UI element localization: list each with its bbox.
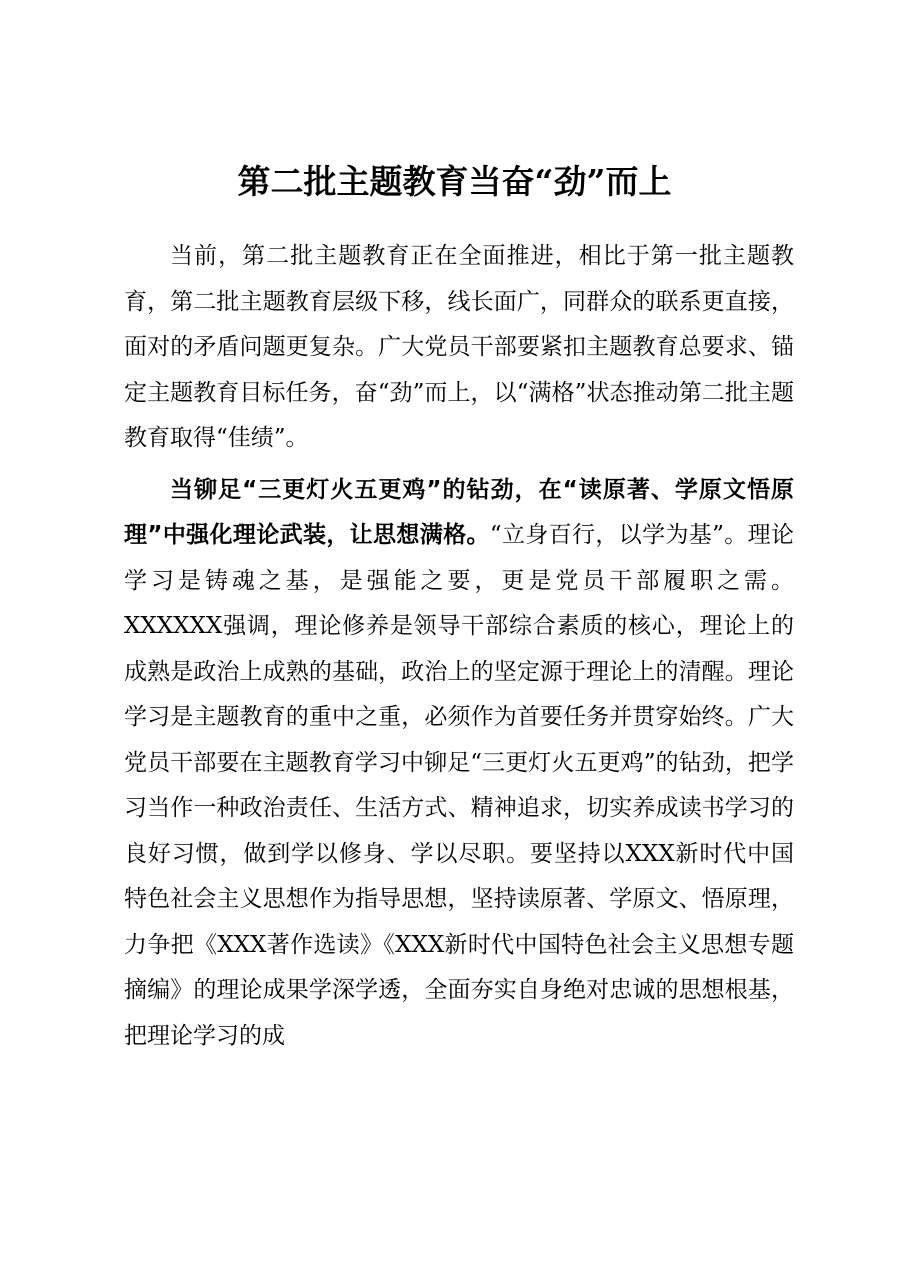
paragraph-intro: [124, 234, 794, 462]
paragraph-theory-study: [124, 468, 794, 1060]
paragraph-text: 当前，第二批主题教育正在全面推进，相比于第一批主题教育，第二批主题教育层级下移，线长面广，同群众的联系更直接，面对的矛盾问题更复杂。广大党员干部要紧扣主题教育总要求、锚定主题教育目标任务，奋“劲”而上，以“满格”状态推动第二批主题教育取得“佳绩”。: [124, 243, 794, 451]
paragraph-text: “立身百行，以学为基”。理论学习是铸魂之基，是强能之要，更是党员干部履职之需。XXXXXX强调，理论修养是领导干部综合素质的核心，理论上的成熟是政治上成熟的基础，政治上的坚定源于理论上的清醒。理论学习是主题教育的重中之重，必须作为首要任务并贯穿始终。广大党员干部要在主题教育学习中铆足“三更灯火五更鸡”的钻劲，把学习当作一种政治责任、生活方式、精神追求，切实养成读书学习的良好习惯，做到学以修身、学以尽职。要坚持以XXX新时代中国特色社会主义思想作为指导思想，坚持读原著、学原文、悟原理，力争把《XXX著作选读》《XXX新时代中国特色社会主义思想专题摘编》的理论成果学深学透，全面夯实自身绝对忠诚的思想根基，把理论学习的成: [124, 522, 794, 1049]
paragraph-lead-sentence: 当铆足“三更灯火五更鸡”的钻劲，在“读原著、学原文悟原理”中强化理论武装，让思想满格。: [124, 476, 794, 548]
document-body: [124, 234, 794, 1059]
document-title: 第二批主题教育当奋“劲”而上: [237, 162, 672, 201]
